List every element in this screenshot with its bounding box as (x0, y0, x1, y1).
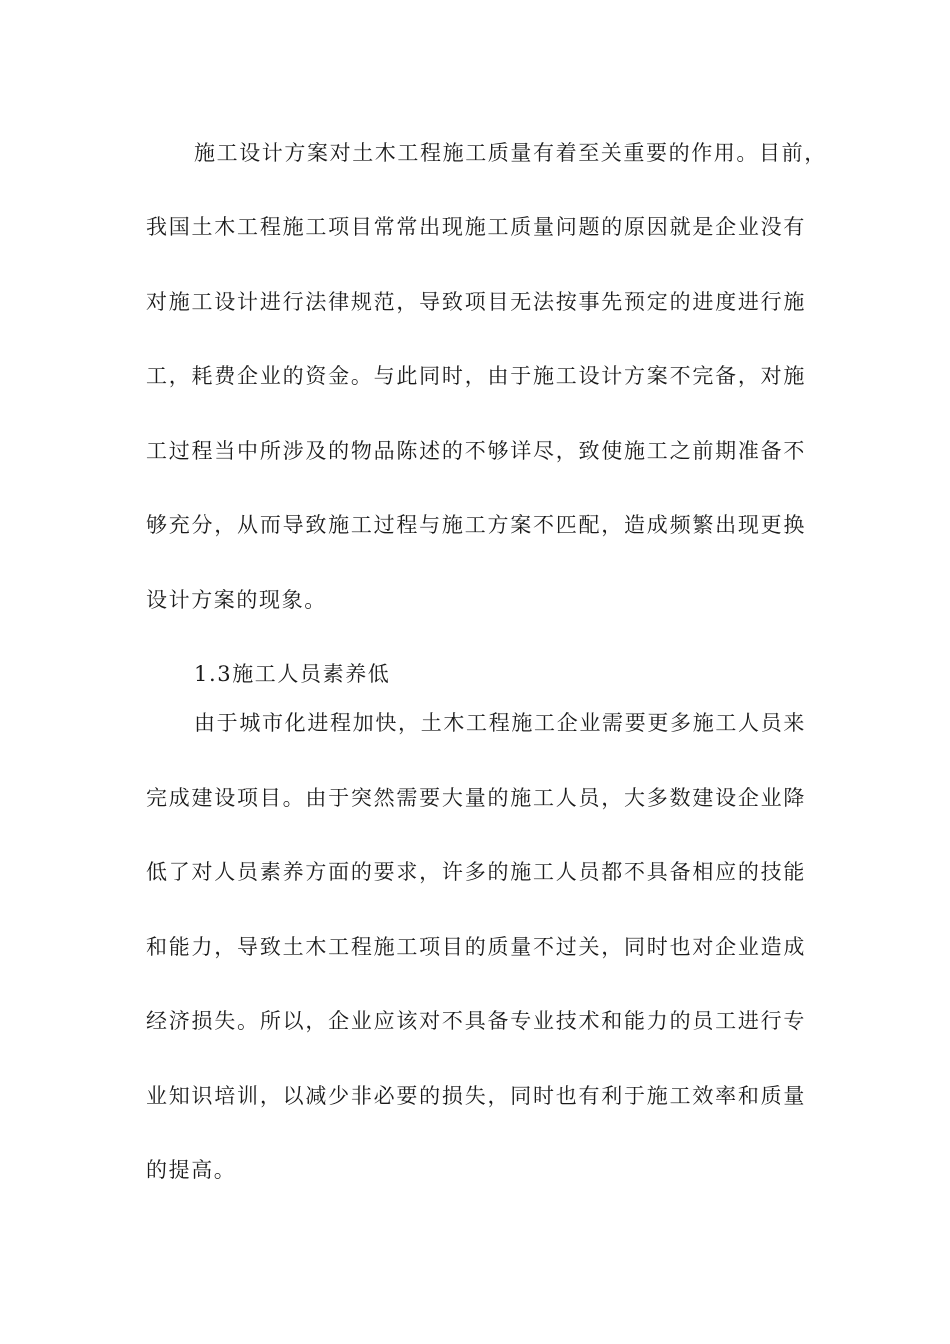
paragraph-line: 业知识培训，以减少非必要的损失，同时也有利于施工效率和质量 (146, 1084, 806, 1108)
paragraph-line: 设计方案的现象。 (146, 588, 327, 612)
paragraph-line: 施工设计方案对土木工程施工质量有着至关重要的作用。目前， (194, 141, 827, 165)
paragraph-line: 工过程当中所涉及的物品陈述的不够详尽，致使施工之前期准备不 (146, 439, 806, 463)
paragraph-line: 低了对人员素养方面的要求，许多的施工人员都不具备相应的技能 (146, 860, 806, 884)
paragraph-line: 的提高。 (146, 1158, 237, 1182)
paragraph-line: 我国土木工程施工项目常常出现施工质量问题的原因就是企业没有 (146, 215, 806, 239)
paragraph-line: 由于城市化进程加快，土木工程施工企业需要更多施工人员来 (194, 711, 806, 735)
paragraph-line: 够充分，从而导致施工过程与施工方案不匹配，造成频繁出现更换 (146, 513, 806, 537)
paragraph-line: 对施工设计进行法律规范，导致项目无法按事先预定的进度进行施 (146, 290, 806, 314)
paragraph-line: 和能力，导致土木工程施工项目的质量不过关，同时也对企业造成 (146, 935, 806, 959)
section-heading: 1.3施工人员素养低 (194, 662, 391, 686)
paragraph-line: 完成建设项目。由于突然需要大量的施工人员，大多数建设企业降 (146, 786, 806, 810)
paragraph-line: 经济损失。所以，企业应该对不具备专业技术和能力的员工进行专 (146, 1009, 806, 1033)
paragraph-line: 工，耗费企业的资金。与此同时，由于施工设计方案不完备，对施 (146, 364, 806, 388)
